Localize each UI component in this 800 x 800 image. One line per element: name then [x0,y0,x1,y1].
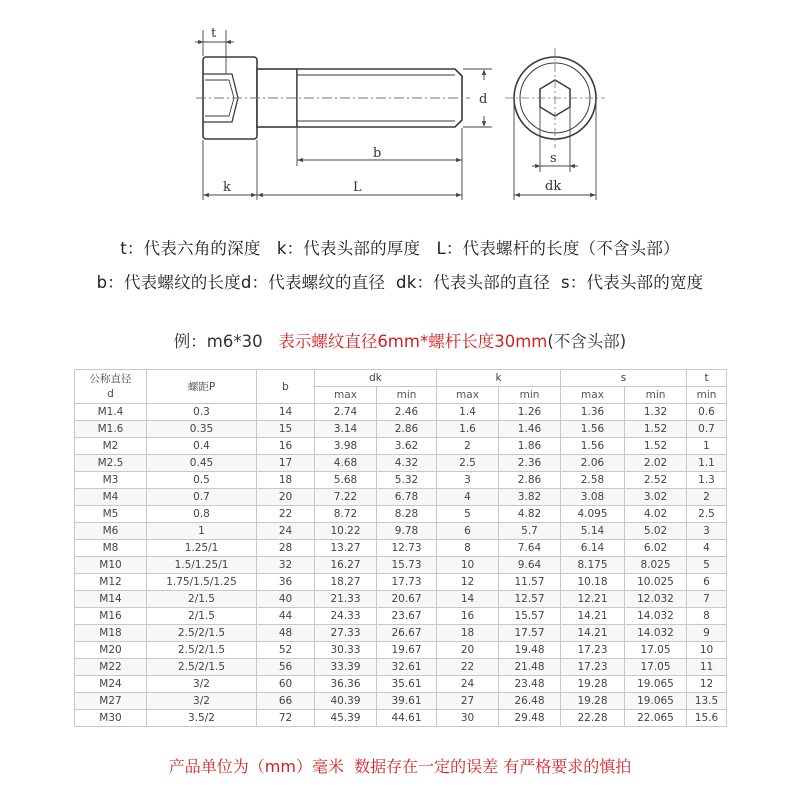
cell-size: M30 [75,710,147,727]
cell-k-max: 27 [437,693,499,710]
cell-size: M27 [75,693,147,710]
cell-k-min: 2.36 [499,455,561,472]
cell-b: 14 [257,404,315,421]
table-row [75,608,727,625]
cell-s-max: 1.56 [561,421,625,438]
cell-k-min: 2.86 [499,472,561,489]
cell-dk-max: 18.27 [315,574,377,591]
cell-k-max: 24 [437,676,499,693]
cell-dk-max: 24.33 [315,608,377,625]
cell-k-max: 18 [437,625,499,642]
cell-k-min: 19.48 [499,642,561,659]
cell-dk-min: 23.67 [377,608,437,625]
cell-dk-min: 6.78 [377,489,437,506]
table-row [75,642,727,659]
header-dk-min: min [377,387,437,404]
cell-dk-min: 8.28 [377,506,437,523]
cell-dk-min: 35.61 [377,676,437,693]
cell-b: 16 [257,438,315,455]
cell-dk-max: 27.33 [315,625,377,642]
cell-s-max: 6.14 [561,540,625,557]
cell-dk-min: 5.32 [377,472,437,489]
cell-s-min: 14.032 [625,608,687,625]
cell-t-min: 4 [687,540,727,557]
cell-t-min: 15.6 [687,710,727,727]
cell-k-max: 22 [437,659,499,676]
cell-dk-min: 4.32 [377,455,437,472]
header-k-max: max [437,387,499,404]
header-dk-max: max [315,387,377,404]
cell-pitch: 2.5/2/1.5 [147,625,257,642]
cell-pitch: 1.5/1.25/1 [147,557,257,574]
cell-s-min: 3.02 [625,489,687,506]
cell-dk-max: 13.27 [315,540,377,557]
cell-b: 40 [257,591,315,608]
cell-s-min: 12.032 [625,591,687,608]
cell-s-min: 22.065 [625,710,687,727]
cell-dk-min: 32.61 [377,659,437,676]
cell-b: 32 [257,557,315,574]
dim-label-dk: dk [545,179,562,194]
cell-size: M20 [75,642,147,659]
header-nominal-diameter-symbol: d [107,387,114,400]
cell-s-min: 17.05 [625,659,687,676]
cell-size: M4 [75,489,147,506]
cell-size: M3 [75,472,147,489]
cell-dk-min: 9.78 [377,523,437,540]
cell-s-max: 19.28 [561,676,625,693]
cell-k-min: 9.64 [499,557,561,574]
cell-pitch: 3.5/2 [147,710,257,727]
cell-t-min: 2 [687,489,727,506]
cell-s-min: 8.025 [625,557,687,574]
cell-size: M10 [75,557,147,574]
dim-label-d: d [479,92,488,107]
cell-pitch: 2.5/2/1.5 [147,642,257,659]
cell-s-max: 19.28 [561,693,625,710]
cell-k-max: 3 [437,472,499,489]
spec-table [74,369,727,727]
cell-pitch: 0.8 [147,506,257,523]
header-t-min: min [687,387,727,404]
cell-s-min: 17.05 [625,642,687,659]
header-k: k [437,370,561,387]
legend-line-2: b：代表螺纹的长度d：代表螺纹的直径 dk：代表头部的直径 s：代表头部的宽度 [96,273,704,292]
table-row [75,591,727,608]
cell-k-min: 5.7 [499,523,561,540]
cell-s-min: 2.52 [625,472,687,489]
header-nominal-diameter [75,370,147,404]
cell-b: 36 [257,574,315,591]
cell-b: 56 [257,659,315,676]
cell-t-min: 8 [687,608,727,625]
cell-s-min: 6.02 [625,540,687,557]
table-header-row-1 [75,370,727,387]
cell-pitch: 1 [147,523,257,540]
cell-k-min: 3.82 [499,489,561,506]
table-row [75,625,727,642]
cell-s-max: 5.14 [561,523,625,540]
cell-dk-max: 4.68 [315,455,377,472]
cell-s-min: 1.52 [625,421,687,438]
cell-k-min: 21.48 [499,659,561,676]
dim-label-k: k [223,180,231,195]
cell-k-max: 2.5 [437,455,499,472]
dim-k-L [203,140,462,200]
cell-pitch: 0.5 [147,472,257,489]
cell-s-min: 2.02 [625,455,687,472]
cell-t-min: 5 [687,557,727,574]
cell-pitch: 1.25/1 [147,540,257,557]
cell-s-max: 1.56 [561,438,625,455]
cell-k-max: 4 [437,489,499,506]
cell-s-max: 17.23 [561,659,625,676]
cell-pitch: 1.75/1.5/1.25 [147,574,257,591]
cell-dk-min: 44.61 [377,710,437,727]
cell-size: M18 [75,625,147,642]
header-nominal-diameter-label: 公称直径 [89,372,132,385]
cell-k-max: 6 [437,523,499,540]
cell-pitch: 2/1.5 [147,591,257,608]
example-label: 例：m6*30 [173,332,279,351]
table-row [75,693,727,710]
cell-s-max: 12.21 [561,591,625,608]
cell-t-min: 10 [687,642,727,659]
cell-dk-min: 12.73 [377,540,437,557]
cell-t-min: 0.6 [687,404,727,421]
cell-b: 72 [257,710,315,727]
cell-size: M16 [75,608,147,625]
table-row [75,540,727,557]
cell-b: 24 [257,523,315,540]
header-s: s [561,370,687,387]
cell-s-max: 8.175 [561,557,625,574]
cell-t-min: 1 [687,438,727,455]
cell-dk-min: 3.62 [377,438,437,455]
table-row [75,574,727,591]
cell-b: 60 [257,676,315,693]
cell-k-max: 8 [437,540,499,557]
cell-s-max: 17.23 [561,642,625,659]
cell-dk-max: 33.39 [315,659,377,676]
cell-b: 20 [257,489,315,506]
footer-note: 产品单位为（mm）毫米 数据存在一定的误差 有严格要求的慎拍 [168,757,632,776]
cell-s-min: 1.32 [625,404,687,421]
cell-s-max: 2.06 [561,455,625,472]
table-row [75,506,727,523]
table-row [75,438,727,455]
cell-k-min: 11.57 [499,574,561,591]
cell-b: 48 [257,625,315,642]
cell-dk-max: 5.68 [315,472,377,489]
cell-dk-min: 26.67 [377,625,437,642]
cell-pitch: 2.5/2/1.5 [147,659,257,676]
cell-s-min: 1.52 [625,438,687,455]
cell-t-min: 1.3 [687,472,727,489]
table-row [75,404,727,421]
dim-label-t: t [211,26,217,41]
cell-size: M1.6 [75,421,147,438]
cell-size: M12 [75,574,147,591]
cell-s-max: 3.08 [561,489,625,506]
cell-size: M1.4 [75,404,147,421]
cell-pitch: 0.3 [147,404,257,421]
header-pitch: 螺距P [147,370,257,404]
cell-dk-min: 2.46 [377,404,437,421]
cell-t-min: 3 [687,523,727,540]
cell-k-min: 26.48 [499,693,561,710]
cell-pitch: 0.35 [147,421,257,438]
cell-k-max: 1.4 [437,404,499,421]
example-description: 表示螺纹直径6mm*螺杆长度30mm [278,332,548,351]
cell-dk-max: 7.22 [315,489,377,506]
cell-b: 28 [257,540,315,557]
cell-t-min: 11 [687,659,727,676]
cell-dk-max: 40.39 [315,693,377,710]
cell-size: M24 [75,676,147,693]
cell-k-max: 2 [437,438,499,455]
cell-k-max: 10 [437,557,499,574]
cell-dk-max: 3.98 [315,438,377,455]
cell-dk-min: 2.86 [377,421,437,438]
cell-pitch: 2/1.5 [147,608,257,625]
cell-size: M5 [75,506,147,523]
cell-s-max: 4.095 [561,506,625,523]
cell-s-max: 14.21 [561,625,625,642]
cell-k-min: 1.26 [499,404,561,421]
cell-t-min: 12 [687,676,727,693]
cell-k-max: 5 [437,506,499,523]
cell-pitch: 0.4 [147,438,257,455]
cell-dk-min: 17.73 [377,574,437,591]
cell-s-min: 10.025 [625,574,687,591]
cell-dk-max: 45.39 [315,710,377,727]
cell-k-min: 17.57 [499,625,561,642]
cell-b: 15 [257,421,315,438]
dim-label-b: b [373,146,382,161]
cell-t-min: 1.1 [687,455,727,472]
header-k-min: min [499,387,561,404]
cell-pitch: 0.7 [147,489,257,506]
cell-k-min: 7.64 [499,540,561,557]
cell-dk-min: 19.67 [377,642,437,659]
cell-k-max: 30 [437,710,499,727]
table-row [75,676,727,693]
example-tail: (不含头部) [547,332,627,351]
cell-t-min: 2.5 [687,506,727,523]
cell-dk-max: 3.14 [315,421,377,438]
cell-s-min: 5.02 [625,523,687,540]
cell-size: M22 [75,659,147,676]
cell-dk-max: 10.22 [315,523,377,540]
screw-head [203,57,257,139]
cell-dk-min: 20.67 [377,591,437,608]
table-row [75,489,727,506]
cell-b: 44 [257,608,315,625]
table-row [75,557,727,574]
dim-b [297,128,462,200]
cell-k-min: 1.86 [499,438,561,455]
cell-k-min: 12.57 [499,591,561,608]
cell-s-max: 2.58 [561,472,625,489]
cell-size: M8 [75,540,147,557]
cell-t-min: 0.7 [687,421,727,438]
dim-label-s: s [550,151,557,166]
cell-dk-min: 15.73 [377,557,437,574]
cell-k-min: 29.48 [499,710,561,727]
cell-s-max: 10.18 [561,574,625,591]
cell-size: M6 [75,523,147,540]
cell-dk-max: 8.72 [315,506,377,523]
cell-size: M14 [75,591,147,608]
cell-t-min: 6 [687,574,727,591]
table-row [75,659,727,676]
header-t: t [687,370,727,387]
cell-size: M2 [75,438,147,455]
cell-s-min: 14.032 [625,625,687,642]
legend-line-1: t：代表六角的深度 k：代表头部的厚度 L：代表螺杆的长度（不含头部） [120,239,680,258]
table-row [75,710,727,727]
cell-k-min: 15.57 [499,608,561,625]
screw-technical-drawing [0,0,800,230]
header-b: b [257,370,315,404]
cell-k-max: 14 [437,591,499,608]
table-row [75,472,727,489]
spec-table-body [75,404,727,727]
cell-t-min: 13.5 [687,693,727,710]
cell-s-max: 1.36 [561,404,625,421]
cell-t-min: 7 [687,591,727,608]
cell-k-max: 20 [437,642,499,659]
cell-k-max: 16 [437,608,499,625]
cell-dk-max: 21.33 [315,591,377,608]
cell-k-max: 1.6 [437,421,499,438]
dim-label-L: L [353,180,362,195]
cell-dk-max: 2.74 [315,404,377,421]
cell-pitch: 3/2 [147,693,257,710]
cell-s-min: 19.065 [625,676,687,693]
cell-k-min: 23.48 [499,676,561,693]
header-s-max: max [561,387,625,404]
cell-k-min: 1.46 [499,421,561,438]
header-s-min: min [625,387,687,404]
cell-s-min: 19.065 [625,693,687,710]
cell-pitch: 3/2 [147,676,257,693]
table-row [75,523,727,540]
cell-dk-max: 30.33 [315,642,377,659]
cell-b: 18 [257,472,315,489]
cell-b: 17 [257,455,315,472]
cell-s-min: 4.02 [625,506,687,523]
cell-b: 52 [257,642,315,659]
cell-t-min: 9 [687,625,727,642]
cell-b: 22 [257,506,315,523]
cell-dk-min: 39.61 [377,693,437,710]
table-row [75,455,727,472]
cell-s-max: 22.28 [561,710,625,727]
cell-k-min: 4.82 [499,506,561,523]
example-line [0,328,800,352]
cell-size: M2.5 [75,455,147,472]
cell-s-max: 14.21 [561,608,625,625]
cell-dk-max: 36.36 [315,676,377,693]
cell-pitch: 0.45 [147,455,257,472]
header-dk: dk [315,370,437,387]
cell-k-max: 12 [437,574,499,591]
cell-b: 66 [257,693,315,710]
table-row [75,421,727,438]
cell-dk-max: 16.27 [315,557,377,574]
